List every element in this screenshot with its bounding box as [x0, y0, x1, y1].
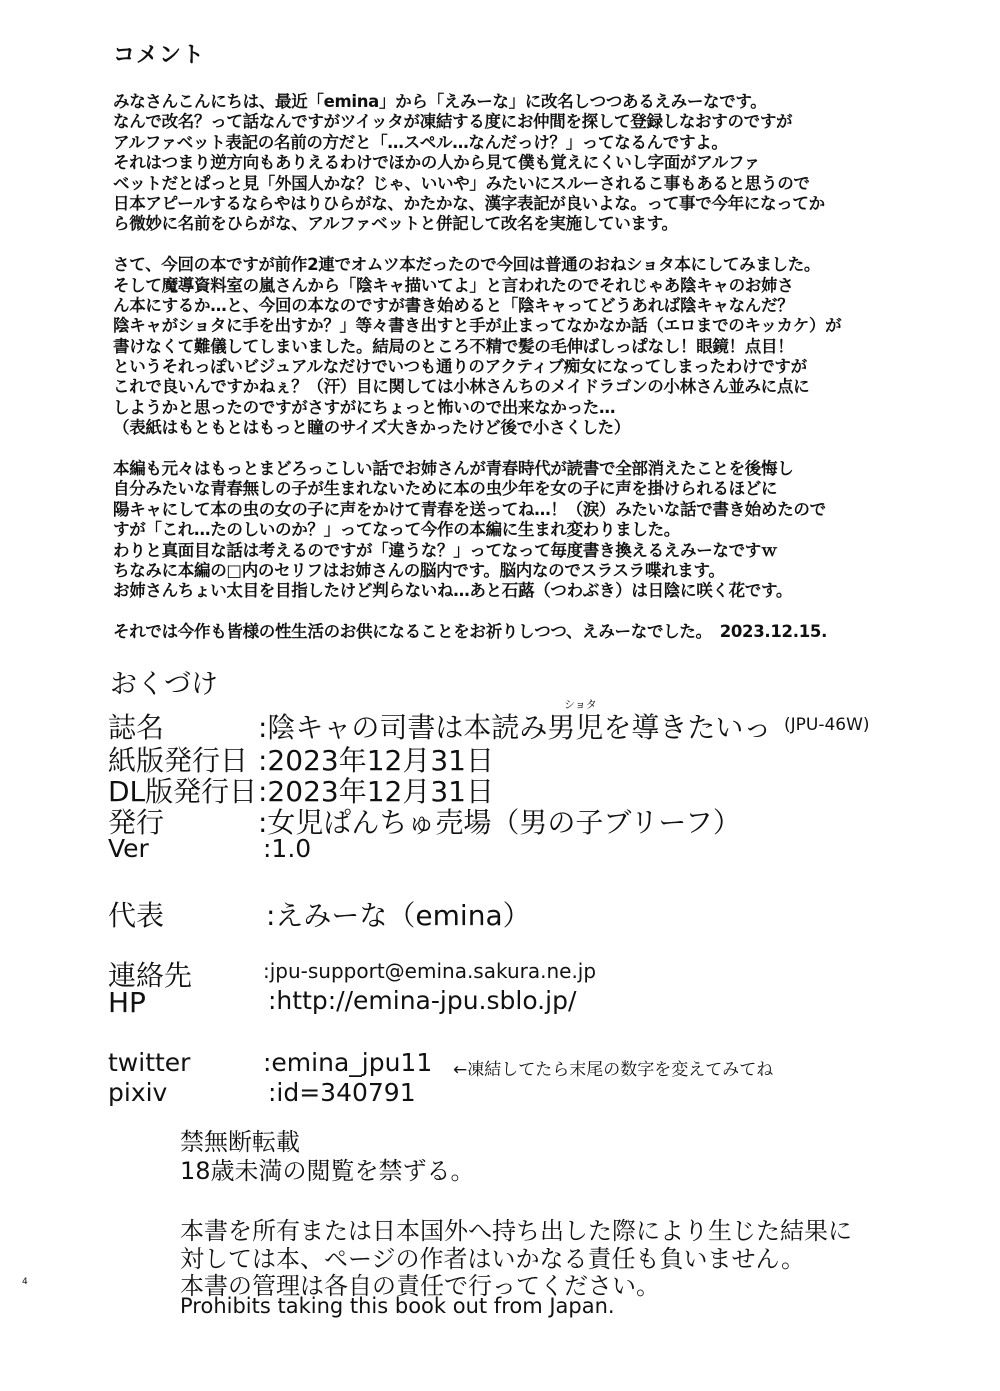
comment-body — [113, 92, 913, 643]
comment-line: 陽キャにして本の虫の女の子に声をかけて青春を送ってね…！（涙）みたいな話で書き始めたので — [113, 499, 826, 519]
comment-paragraph-gap — [113, 602, 913, 622]
comment-line: みなさんこんにちは、最近「emina」から「えみーな」に改名しつつあるえみーなです。 — [113, 92, 767, 111]
rep-label: 代表 — [108, 899, 165, 932]
publisher-value: :女児ぱんちゅ売場（男の子ブリーフ） — [258, 806, 741, 839]
print-date-value: :2023年12月31日 — [258, 744, 494, 777]
title-label: 誌名 — [108, 711, 165, 744]
twitter-note: ←凍結してたら末尾の数字を変えてみてね — [453, 1060, 774, 1080]
title-ruby: ショタ — [564, 698, 597, 711]
comment-line: 陰キャがショタに手を出すか？」等々書き出すと手が止まってなかなか話（エロまでのキッカケ）が — [113, 316, 842, 336]
comment-line: そして魔導資料室の嵐さんから「陰キャ描いてよ」と言われたのでそれじゃあ陰キャのお姉さ — [113, 275, 794, 295]
comment-line: それはつまり逆方向もありえるわけでほかの人から見て僕も覚えにくいし字面がアルファ — [113, 153, 761, 173]
comment-line: ら微妙に名前をひらがな、アルファベットと併記して改名を実施しています。 — [113, 214, 678, 234]
comment-line: ベットだとぱっと見「外国人かな？じゃ、いいや」みたいにスルーされるこ事もあると思うので — [113, 173, 810, 193]
comment-line: なんで改名？って話なんですがツイッタが凍結する度にお仲間を探して登録しなおすのですが — [113, 112, 793, 132]
comment-line: さて、今回の本ですが前作2連でオムツ本だったので今回は普通のおねショタ本にしてみました。 — [113, 255, 821, 275]
contact-email[interactable]: :jpu-support@emina.sakura.ne.jp — [263, 959, 597, 983]
version-value: :1.0 — [263, 834, 312, 863]
pixiv-id[interactable]: :id=340791 — [268, 1078, 416, 1107]
contact-label: 連絡先 — [108, 959, 193, 992]
comment-line: しようかと思ったのですがさすがにちょっと怖いので出来なかった… — [113, 397, 616, 417]
notice-liability-1: 本書を所有または日本国外へ持ち出した際により生じた結果に — [180, 1217, 852, 1245]
comment-line: ん本にするか…と、今回の本なのですが書き始めると「陰キャってどうあれば陰キャなんだ？ — [113, 295, 794, 315]
colophon-heading: おくづけ — [110, 669, 218, 700]
comment-line: 書けなくて難儀してしまいました。結局のところ不精で髪の毛伸ばしっぱなし！眼鏡！点目！ — [113, 336, 794, 356]
notice-english: Prohibits taking this book out from Japan. — [180, 1294, 615, 1318]
publisher-label: 発行 — [108, 806, 165, 839]
hp-label: HP — [108, 986, 146, 1019]
title-code: (JPU-46W) — [784, 715, 870, 735]
hp-link[interactable]: :http://emina-jpu.sblo.jp/ — [268, 986, 577, 1015]
comment-line: （表紙はもともとはもっと瞳のサイズ大きかったけど後で小さくした） — [113, 418, 631, 438]
title-value: :陰キャの司書は本読み男児を導きたいっ — [258, 711, 772, 744]
comment-paragraph-gap — [113, 235, 913, 255]
comment-line: アルファベット表記の名前の方だと「…スペル…なんだっけ？」ってなるんですよ。 — [113, 132, 728, 152]
twitter-handle[interactable]: :emina_jpu11 — [263, 1048, 433, 1077]
comment-heading: コメント — [113, 43, 206, 68]
dl-date-label: DL版発行日 — [108, 775, 258, 808]
page-number: 4 — [22, 1277, 28, 1287]
comment-line: 自分みたいな青春無しの子が生まれないために本の虫少年を女の子に声を掛けられるほどに — [113, 479, 778, 499]
notice-no-reproduction: 禁無断転載 — [180, 1128, 300, 1156]
comment-line: 本編も元々はもっとまどろっこしい話でお姉さんが青春時代が読書で全部消えたことを後悔し — [113, 459, 794, 479]
comment-line: これで良いんですかねぇ？（汗）目に関しては小林さんちのメイドラゴンの小林さん並みに点に — [113, 377, 810, 397]
comment-line: ちなみに本編の□内のセリフはお姉さんの脳内です。脳内なのでスラスラ喋れます。 — [113, 560, 725, 580]
comment-line: わりと真面目な話は考えるのですが「違うな？」ってなって毎度書き換えるえみーなですｗ — [113, 540, 778, 560]
rep-value: :えみーな（emina） — [266, 899, 531, 932]
notice-management: 本書の管理は各自の責任で行ってください。 — [180, 1272, 660, 1300]
comment-line: それでは今作も皆様の性生活のお供になることをお祈りしつつ、えみーなでした。 2023.12.15. — [113, 622, 828, 642]
comment-line: すが「これ…たのしいのか？」ってなって今作の本編に生まれ変わりました。 — [113, 520, 681, 540]
dl-date-value: :2023年12月31日 — [258, 775, 494, 808]
comment-line: というそれっぽいビジュアルなだけでいつも通りのアクティブ痴女になってしまったわけですが — [113, 357, 807, 377]
comment-line: 日本アピールするならやはりひらがな、かたかな、漢字表記が良いよな。って事で今年になってか — [113, 193, 825, 213]
comment-line: お姉さんちょい太目を目指したけど判らないね…あと石蕗（つわぶき）は日陰に咲く花です。 — [113, 581, 793, 601]
twitter-label: twitter — [108, 1048, 191, 1077]
version-label: Ver — [108, 834, 149, 863]
notice-liability-2: 対しては本、ページの作者はいかなる責任も負いません。 — [180, 1245, 805, 1273]
print-date-label: 紙版発行日 — [108, 744, 249, 777]
pixiv-label: pixiv — [108, 1078, 168, 1107]
notice-age-restriction: 18歳未満の閲覧を禁ずる。 — [180, 1157, 475, 1185]
comment-paragraph-gap — [113, 439, 913, 459]
